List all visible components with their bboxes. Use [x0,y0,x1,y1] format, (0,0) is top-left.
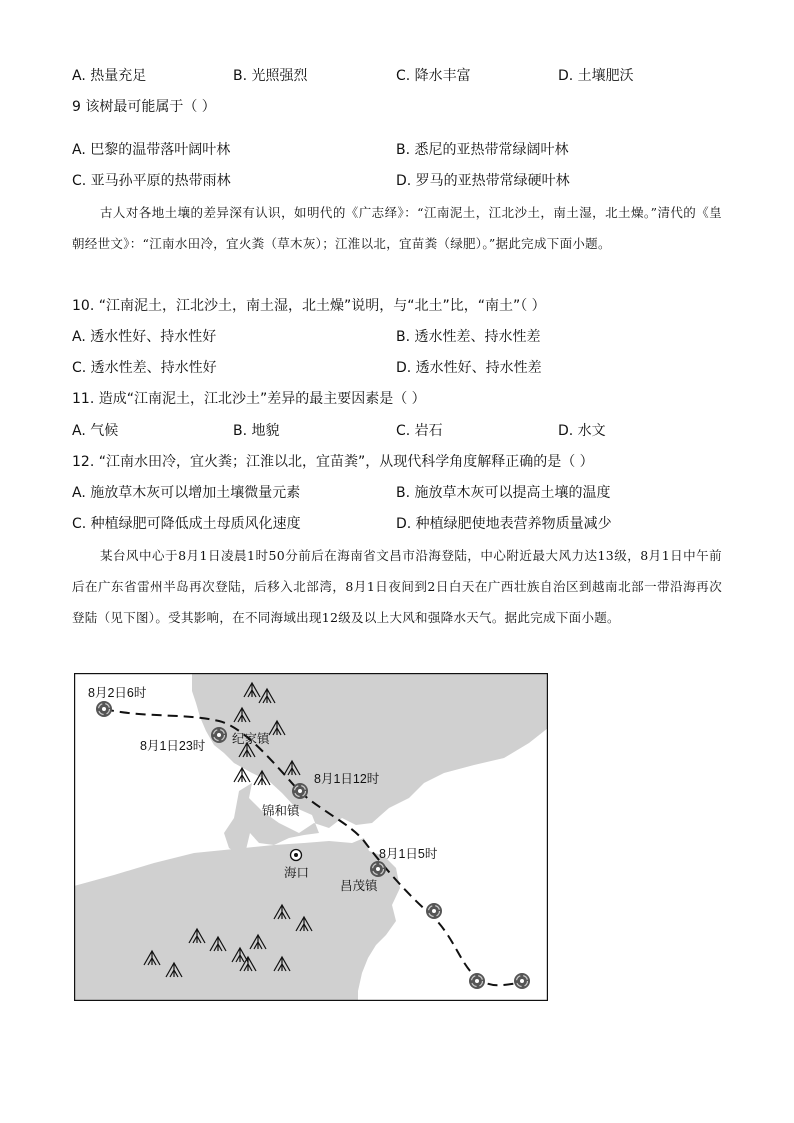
label-aug2-6h: 8月2日6时 [88,686,147,700]
typhoon-icon [469,973,485,989]
label-haikou: 海口 [284,866,310,880]
typhoon-icon [514,973,530,989]
q9-stem: 9 该树最可能属于（ ） [72,99,216,115]
typhoon-icon [292,783,308,799]
q8-option-b: B. 光照强烈 [233,68,308,84]
label-aug1-23h: 8月1日23时 [140,739,206,753]
q9-option-a: A. 巴黎的温带落叶阔叶林 [72,142,231,158]
q12-option-b: B. 施放草木灰可以提高土壤的温度 [396,485,611,501]
typhoon-track-map [74,673,548,1001]
label-jinhe-town: 锦和镇 [262,804,300,818]
city-icon [291,850,302,861]
q11-option-d: D. 水文 [558,423,606,439]
q8-option-d: D. 土壤肥沃 [558,68,634,84]
passage-soil: 古人对各地土壤的差异深有认识，如明代的《广志绎》：“江南泥土，江北沙土，南土湿，北土燥。”清代的《皇朝经世文》：“江南水田冷，宜火粪（草木灰）；江淮以北，宜苗粪（绿肥）。”据此完成下面小题。 [72,205,722,251]
q10-option-c: C. 透水性差、持水性好 [72,360,217,376]
q11-option-a: A. 气候 [72,423,119,439]
q10-option-a: A. 透水性好、持水性好 [72,329,217,345]
typhoon-icon [96,701,112,717]
typhoon-icon [426,903,442,919]
q12-stem: 12. “江南水田冷，宜火粪；江淮以北，宜苗粪”，从现代科学角度解释正确的是（ ） [72,454,594,470]
q11-option-b: B. 地貌 [233,423,280,439]
q8-option-a: A. 热量充足 [72,68,147,84]
q12-option-d: D. 种植绿肥使地表营养物质量减少 [396,516,612,532]
q8-option-c: C. 降水丰富 [396,68,471,84]
q10-option-b: B. 透水性差、持水性差 [396,329,541,345]
q11-stem: 11. 造成“江南泥土，江北沙土”差异的最主要因素是（ ） [72,391,426,407]
q9-option-c: C. 亚马孙平原的热带雨林 [72,173,231,189]
q9-option-b: B. 悉尼的亚热带常绿阔叶林 [396,142,569,158]
passage-typhoon: 某台风中心于8月1日凌晨1时50分前后在海南省文昌市沿海登陆，中心附近最大风力达13级，8月1日中午前后在广东省雷州半岛再次登陆，后移入北部湾，8月1日夜间到2日白天在广西壮族自治区到越南北部一带沿海再次登陆（见下图）。受其影响，在不同海域出现12级及以上大风和强降水天气。据此完成下面小题。 [72,548,722,625]
typhoon-icon [370,861,386,877]
q12-option-c: C. 种植绿肥可降低成土母质风化速度 [72,516,301,532]
label-jijia-town: 纪家镇 [232,732,270,746]
typhoon-icon [211,727,227,743]
q11-option-c: C. 岩石 [396,423,443,439]
q9-option-d: D. 罗马的亚热带常绿硬叶林 [396,173,570,189]
q12-option-a: A. 施放草木灰可以增加土壤微量元素 [72,485,301,501]
label-aug1-12h: 8月1日12时 [314,772,380,786]
label-aug1-5h: 8月1日5时 [379,847,438,861]
q10-option-d: D. 透水性好、持水性差 [396,360,542,376]
q10-stem: 10. “江南泥土，江北沙土，南土湿，北土燥”说明，与“北土”比，“南土”（ ） [72,298,546,314]
label-changmao-town: 昌茂镇 [340,879,378,893]
